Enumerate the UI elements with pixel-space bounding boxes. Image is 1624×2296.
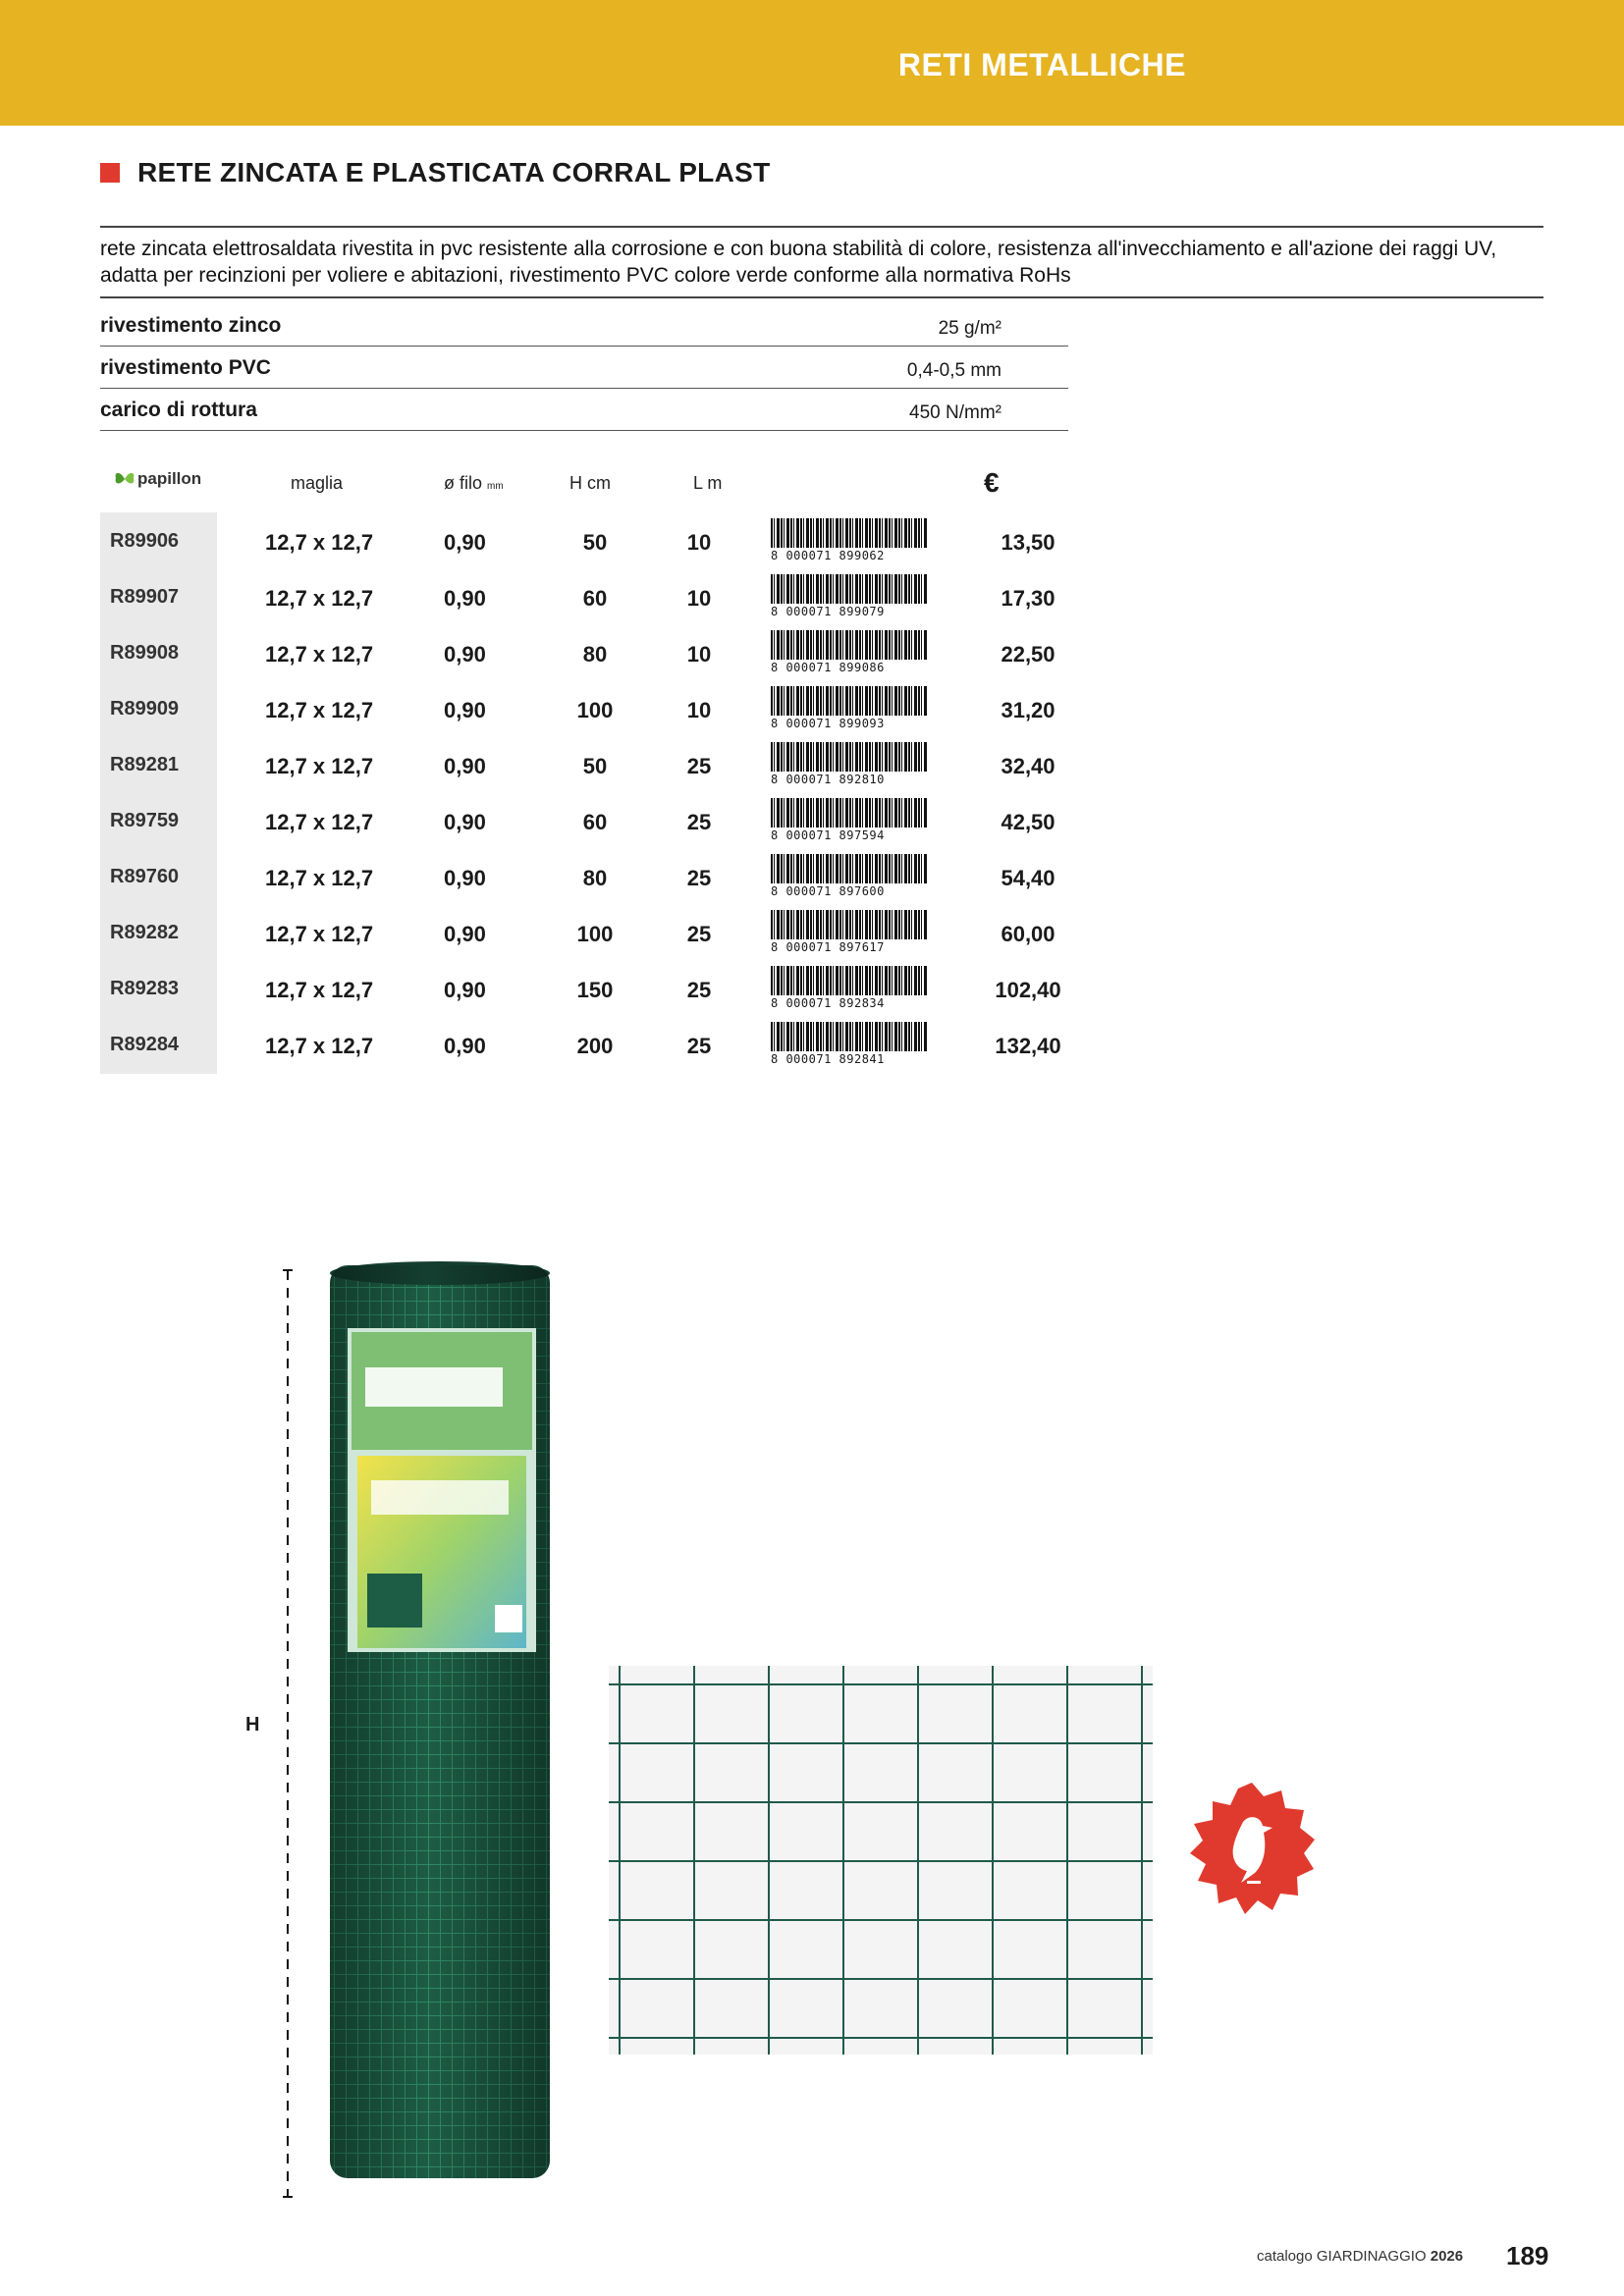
barcode-number: 8 000071 899062 [771,549,885,562]
col-header-h: H cm [569,473,611,493]
price: 102,40 [995,978,1061,1002]
barcode-number: 8 000071 892834 [771,996,885,1010]
mesh-size: 12,7 x 12,7 [265,1034,374,1058]
length-m: 10 [686,586,712,611]
mesh-size: 12,7 x 12,7 [265,586,374,611]
wire-diameter: 0,90 [444,810,486,834]
top-divider [100,226,1543,228]
wire-diameter: 0,90 [444,922,486,946]
barcode-number: 8 000071 892810 [771,773,885,786]
papillon-logo-icon [114,470,135,488]
barcode-icon [771,686,928,716]
col-header-filo-label: ø filo [444,473,483,493]
product-code: R89284 [110,1034,180,1055]
height-cm: 60 [582,586,608,611]
catalog-prefix: catalogo [1257,2248,1313,2265]
catalog-name: GIARDINAGGIO [1316,2248,1427,2265]
mesh-size: 12,7 x 12,7 [265,698,374,722]
barcode-number: 8 000071 899079 [771,605,885,618]
height-cm: 80 [582,642,608,667]
mesh-size: 12,7 x 12,7 [265,810,374,834]
catalog-year: 2026 [1430,2248,1464,2265]
barcode-icon [771,518,928,548]
mesh-closeup-image [609,1666,1153,2055]
length-m: 25 [686,754,712,778]
spec-row-pvc [100,347,1068,389]
price: 32,40 [1001,754,1056,778]
height-cm: 50 [582,530,608,555]
barcode [771,574,928,617]
wire-diameter: 0,90 [444,754,486,778]
catalog-footer [1257,2248,1463,2265]
barcode-number: 8 000071 897600 [771,884,885,898]
length-m: 25 [686,810,712,834]
length-m: 25 [686,978,712,1002]
price: 22,50 [1001,642,1056,667]
table-row [100,904,1082,960]
spec-value: 450 N/mm² [909,402,1001,423]
barcode [771,686,928,729]
barcode [771,1022,928,1065]
wire-diameter: 0,90 [444,698,486,722]
barcode-number: 8 000071 899093 [771,717,885,730]
header-title: RETI METALLICHE [897,47,1186,82]
height-cm: 200 [576,1034,614,1058]
height-cm: 150 [576,978,614,1002]
wire-diameter: 0,90 [444,586,486,611]
spec-label: carico di rottura [100,399,257,421]
product-code: R89909 [110,698,180,720]
mesh-roll-image [322,1259,558,2187]
product-code: R89282 [110,922,180,943]
barcode-icon [771,574,928,604]
barcode [771,854,928,897]
product-description: rete zincata elettrosaldata rivestita in pvc resistente alla corrosione e con buona stabilità di colore, resistenza all'invecchiamento e all'azione dei raggi UV, adatta per recinzioni per voliere e abitazioni, rivestimento PVC colore verde conforme alla normativa RoHs [100,238,1497,287]
mesh-size: 12,7 x 12,7 [265,754,374,778]
price: 31,20 [1001,698,1056,722]
barcode-icon [771,798,928,828]
product-code: R89906 [110,530,180,552]
brand-logo [114,469,201,489]
bird-badge-icon [1186,1779,1318,1922]
price: 132,40 [995,1034,1061,1058]
header-bar [0,0,1624,126]
length-m: 25 [686,866,712,890]
section-bullet-icon [100,163,120,183]
price: 13,50 [1001,530,1056,555]
height-cm: 100 [576,922,614,946]
wire-diameter: 0,90 [444,978,486,1002]
spec-value: 25 g/m² [938,318,1001,339]
barcode [771,518,928,561]
product-code: R89281 [110,754,180,775]
price: 42,50 [1001,810,1056,834]
table-row [100,848,1082,904]
section-heading [100,157,771,188]
table-row [100,680,1082,736]
mesh-size: 12,7 x 12,7 [265,922,374,946]
product-code: R89907 [110,586,180,608]
barcode-icon [771,742,928,772]
mesh-size: 12,7 x 12,7 [265,978,374,1002]
wire-diameter: 0,90 [444,866,486,890]
col-header-filo-unit: mm [487,481,504,492]
barcode-number: 8 000071 897594 [771,828,885,842]
col-header-maglia: maglia [291,473,344,493]
barcode-icon [771,854,928,883]
barcode-icon [771,1022,928,1051]
col-header-l: L m [693,473,723,493]
length-m: 10 [686,698,712,722]
barcode [771,630,928,673]
table-row [100,1016,1082,1072]
barcode [771,798,928,841]
height-cm: 60 [582,810,608,834]
wire-diameter: 0,90 [444,1034,486,1058]
barcode-number: 8 000071 897617 [771,940,885,954]
col-header-filo [444,473,504,494]
barcode-icon [771,630,928,660]
wire-diameter: 0,90 [444,642,486,667]
length-m: 25 [686,1034,712,1058]
mesh-size: 12,7 x 12,7 [265,530,374,555]
spec-row-zinc [100,304,1068,347]
height-cm: 100 [576,698,614,722]
table-row [100,960,1082,1016]
height-label: H [245,1714,260,1735]
table-row [100,624,1082,680]
spec-value: 0,4-0,5 mm [906,360,1001,381]
length-m: 10 [686,530,712,555]
desc-divider [100,296,1543,298]
height-cm: 80 [582,866,608,890]
height-dimension-line [282,1269,294,2198]
product-code: R89760 [110,866,180,887]
barcode [771,966,928,1009]
product-code: R89283 [110,978,180,999]
mesh-size: 12,7 x 12,7 [265,866,374,890]
table-row [100,568,1082,624]
barcode-icon [771,966,928,995]
price: 60,00 [1001,922,1056,946]
spec-row-breaking-load [100,389,1068,431]
price: 54,40 [1001,866,1056,890]
barcode-icon [771,910,928,939]
height-cm: 50 [582,754,608,778]
table-row [100,512,1082,568]
barcode [771,742,928,785]
page-number: 189 [1506,2241,1549,2270]
col-header-price: € [984,467,1000,498]
product-code: R89759 [110,810,180,831]
barcode [771,910,928,953]
mesh-size: 12,7 x 12,7 [265,642,374,667]
product-code: R89908 [110,642,180,664]
brand-name: papillon [137,469,202,488]
length-m: 10 [686,642,712,667]
spec-label: rivestimento PVC [100,356,271,379]
length-m: 25 [686,922,712,946]
table-row [100,736,1082,792]
section-title: RETE ZINCATA E PLASTICATA CORRAL PLAST [137,157,771,187]
table-row [100,792,1082,848]
wire-diameter: 0,90 [444,530,486,555]
spec-label: rivestimento zinco [100,314,282,337]
barcode-number: 8 000071 892841 [771,1052,885,1066]
price: 17,30 [1001,586,1056,611]
barcode-number: 8 000071 899086 [771,661,885,674]
